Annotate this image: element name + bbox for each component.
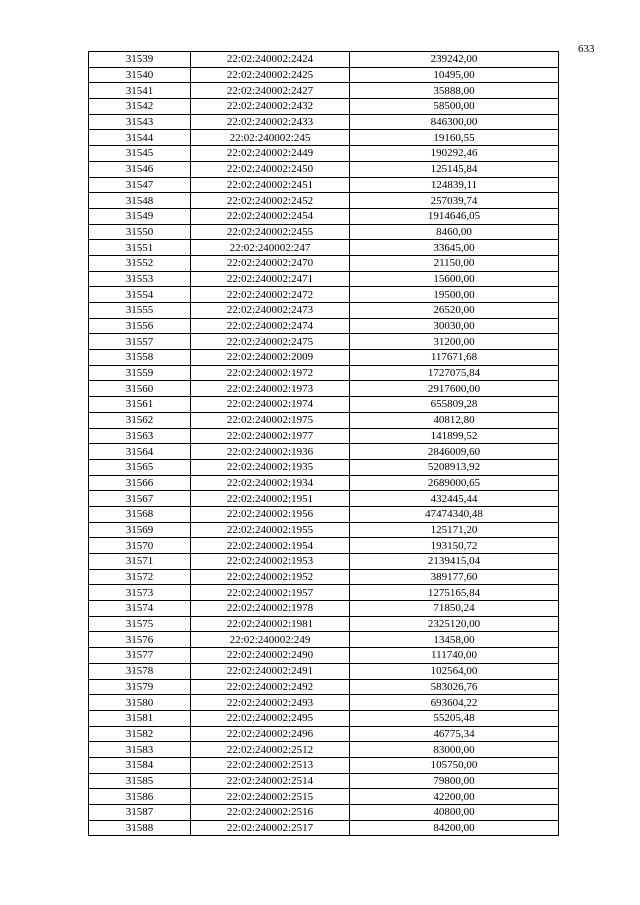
record-number-cell: 31545 xyxy=(89,146,191,162)
value-cell: 84200,00 xyxy=(350,820,559,836)
value-cell: 8460,00 xyxy=(350,224,559,240)
value-cell: 30030,00 xyxy=(350,318,559,334)
table-row xyxy=(89,365,559,381)
table-row xyxy=(89,428,559,444)
cadastral-number-cell: 22:02:240002:2451 xyxy=(191,177,350,193)
value-cell: 190292,46 xyxy=(350,146,559,162)
cadastral-number-cell: 22:02:240002:1952 xyxy=(191,569,350,585)
cadastral-number-cell: 22:02:240002:2472 xyxy=(191,287,350,303)
record-number-cell: 31539 xyxy=(89,52,191,68)
table-row xyxy=(89,271,559,287)
cadastral-number-cell: 22:02:240002:2496 xyxy=(191,726,350,742)
value-cell: 21150,00 xyxy=(350,255,559,271)
record-number-cell: 31569 xyxy=(89,522,191,538)
table-row xyxy=(89,710,559,726)
cadastral-number-cell: 22:02:240002:2512 xyxy=(191,742,350,758)
record-number-cell: 31557 xyxy=(89,334,191,350)
cadastral-number-cell: 22:02:240002:1934 xyxy=(191,475,350,491)
record-number-cell: 31570 xyxy=(89,538,191,554)
table-row xyxy=(89,459,559,475)
value-cell: 1914646,05 xyxy=(350,208,559,224)
table-row xyxy=(89,318,559,334)
table-row xyxy=(89,444,559,460)
table-row xyxy=(89,208,559,224)
cadastral-number-cell: 22:02:240002:1956 xyxy=(191,506,350,522)
value-cell: 2325120,00 xyxy=(350,616,559,632)
table-row xyxy=(89,585,559,601)
table-row xyxy=(89,742,559,758)
record-number-cell: 31567 xyxy=(89,491,191,507)
record-number-cell: 31556 xyxy=(89,318,191,334)
record-number-cell: 31572 xyxy=(89,569,191,585)
cadastral-number-cell: 22:02:240002:2470 xyxy=(191,255,350,271)
table-row xyxy=(89,146,559,162)
value-cell: 117671,68 xyxy=(350,350,559,366)
table-row xyxy=(89,475,559,491)
value-cell: 5208913,92 xyxy=(350,459,559,475)
table-row xyxy=(89,805,559,821)
registry-table xyxy=(88,51,559,836)
record-number-cell: 31588 xyxy=(89,820,191,836)
cadastral-number-cell: 22:02:240002:2514 xyxy=(191,773,350,789)
record-number-cell: 31555 xyxy=(89,303,191,319)
cadastral-number-cell: 22:02:240002:2515 xyxy=(191,789,350,805)
cadastral-number-cell: 22:02:240002:2474 xyxy=(191,318,350,334)
record-number-cell: 31582 xyxy=(89,726,191,742)
value-cell: 13458,00 xyxy=(350,632,559,648)
value-cell: 79800,00 xyxy=(350,773,559,789)
table-row xyxy=(89,491,559,507)
record-number-cell: 31566 xyxy=(89,475,191,491)
record-number-cell: 31583 xyxy=(89,742,191,758)
table-row xyxy=(89,193,559,209)
table-row xyxy=(89,522,559,538)
table-row xyxy=(89,334,559,350)
record-number-cell: 31587 xyxy=(89,805,191,821)
record-number-cell: 31575 xyxy=(89,616,191,632)
table-row xyxy=(89,83,559,99)
record-number-cell: 31543 xyxy=(89,114,191,130)
record-number-cell: 31571 xyxy=(89,554,191,570)
value-cell: 46775,34 xyxy=(350,726,559,742)
value-cell: 10495,00 xyxy=(350,67,559,83)
value-cell: 257039,74 xyxy=(350,193,559,209)
record-number-cell: 31548 xyxy=(89,193,191,209)
table-row xyxy=(89,177,559,193)
value-cell: 71850,24 xyxy=(350,601,559,617)
table-row xyxy=(89,114,559,130)
value-cell: 124839,11 xyxy=(350,177,559,193)
table-row xyxy=(89,287,559,303)
value-cell: 19160,55 xyxy=(350,130,559,146)
cadastral-number-cell: 22:02:240002:2490 xyxy=(191,648,350,664)
table-row xyxy=(89,757,559,773)
value-cell: 846300,00 xyxy=(350,114,559,130)
table-row xyxy=(89,820,559,836)
value-cell: 15600,00 xyxy=(350,271,559,287)
value-cell: 125171,20 xyxy=(350,522,559,538)
table-row xyxy=(89,161,559,177)
record-number-cell: 31586 xyxy=(89,789,191,805)
table-row xyxy=(89,648,559,664)
value-cell: 33645,00 xyxy=(350,240,559,256)
cadastral-number-cell: 22:02:240002:2475 xyxy=(191,334,350,350)
cadastral-number-cell: 22:02:240002:2517 xyxy=(191,820,350,836)
cadastral-number-cell: 22:02:240002:2432 xyxy=(191,99,350,115)
value-cell: 19500,00 xyxy=(350,287,559,303)
cadastral-number-cell: 22:02:240002:1951 xyxy=(191,491,350,507)
cadastral-number-cell: 22:02:240002:245 xyxy=(191,130,350,146)
record-number-cell: 31584 xyxy=(89,757,191,773)
record-number-cell: 31573 xyxy=(89,585,191,601)
table-row xyxy=(89,554,559,570)
value-cell: 26520,00 xyxy=(350,303,559,319)
value-cell: 35888,00 xyxy=(350,83,559,99)
record-number-cell: 31552 xyxy=(89,255,191,271)
record-number-cell: 31554 xyxy=(89,287,191,303)
record-number-cell: 31579 xyxy=(89,679,191,695)
table-row xyxy=(89,130,559,146)
table-row xyxy=(89,99,559,115)
record-number-cell: 31541 xyxy=(89,83,191,99)
record-number-cell: 31546 xyxy=(89,161,191,177)
record-number-cell: 31578 xyxy=(89,663,191,679)
record-number-cell: 31577 xyxy=(89,648,191,664)
cadastral-number-cell: 22:02:240002:1953 xyxy=(191,554,350,570)
cadastral-number-cell: 22:02:240002:2516 xyxy=(191,805,350,821)
cadastral-number-cell: 22:02:240002:2454 xyxy=(191,208,350,224)
cadastral-number-cell: 22:02:240002:1972 xyxy=(191,365,350,381)
cadastral-number-cell: 22:02:240002:2455 xyxy=(191,224,350,240)
value-cell: 193150,72 xyxy=(350,538,559,554)
cadastral-number-cell: 22:02:240002:1973 xyxy=(191,381,350,397)
value-cell: 239242,00 xyxy=(350,52,559,68)
table-row xyxy=(89,601,559,617)
value-cell: 125145,84 xyxy=(350,161,559,177)
cadastral-number-cell: 22:02:240002:1954 xyxy=(191,538,350,554)
value-cell: 389177,60 xyxy=(350,569,559,585)
value-cell: 31200,00 xyxy=(350,334,559,350)
record-number-cell: 31559 xyxy=(89,365,191,381)
cadastral-number-cell: 22:02:240002:2513 xyxy=(191,757,350,773)
record-number-cell: 31542 xyxy=(89,99,191,115)
table-row xyxy=(89,773,559,789)
value-cell: 40800,00 xyxy=(350,805,559,821)
table-row xyxy=(89,52,559,68)
cadastral-number-cell: 22:02:240002:2493 xyxy=(191,695,350,711)
value-cell: 655809,28 xyxy=(350,397,559,413)
value-cell: 105750,00 xyxy=(350,757,559,773)
cadastral-number-cell: 22:02:240002:2473 xyxy=(191,303,350,319)
cadastral-number-cell: 22:02:240002:1977 xyxy=(191,428,350,444)
table-row xyxy=(89,255,559,271)
record-number-cell: 31558 xyxy=(89,350,191,366)
table-row xyxy=(89,789,559,805)
table-row xyxy=(89,224,559,240)
table-row xyxy=(89,67,559,83)
record-number-cell: 31581 xyxy=(89,710,191,726)
value-cell: 83000,00 xyxy=(350,742,559,758)
record-number-cell: 31568 xyxy=(89,506,191,522)
record-number-cell: 31547 xyxy=(89,177,191,193)
cadastral-number-cell: 22:02:240002:2009 xyxy=(191,350,350,366)
table-row xyxy=(89,616,559,632)
record-number-cell: 31560 xyxy=(89,381,191,397)
table-row xyxy=(89,538,559,554)
table-row xyxy=(89,663,559,679)
cadastral-number-cell: 22:02:240002:2449 xyxy=(191,146,350,162)
record-number-cell: 31565 xyxy=(89,459,191,475)
cadastral-number-cell: 22:02:240002:2492 xyxy=(191,679,350,695)
cadastral-number-cell: 22:02:240002:1935 xyxy=(191,459,350,475)
cadastral-number-cell: 22:02:240002:1955 xyxy=(191,522,350,538)
page-number: 633 xyxy=(578,43,595,55)
value-cell: 2139415,04 xyxy=(350,554,559,570)
value-cell: 1727075,84 xyxy=(350,365,559,381)
record-number-cell: 31562 xyxy=(89,412,191,428)
value-cell: 102564,00 xyxy=(350,663,559,679)
table-row xyxy=(89,569,559,585)
record-number-cell: 31580 xyxy=(89,695,191,711)
value-cell: 55205,48 xyxy=(350,710,559,726)
table-row xyxy=(89,726,559,742)
cadastral-number-cell: 22:02:240002:2452 xyxy=(191,193,350,209)
cadastral-number-cell: 22:02:240002:2471 xyxy=(191,271,350,287)
cadastral-number-cell: 22:02:240002:1975 xyxy=(191,412,350,428)
value-cell: 111740,00 xyxy=(350,648,559,664)
table-row xyxy=(89,240,559,256)
record-number-cell: 31550 xyxy=(89,224,191,240)
table-row xyxy=(89,303,559,319)
value-cell: 2846009,60 xyxy=(350,444,559,460)
record-number-cell: 31561 xyxy=(89,397,191,413)
cadastral-number-cell: 22:02:240002:2425 xyxy=(191,67,350,83)
value-cell: 58500,00 xyxy=(350,99,559,115)
record-number-cell: 31585 xyxy=(89,773,191,789)
cadastral-number-cell: 22:02:240002:2495 xyxy=(191,710,350,726)
value-cell: 2689000,65 xyxy=(350,475,559,491)
table-row xyxy=(89,381,559,397)
value-cell: 40812,80 xyxy=(350,412,559,428)
value-cell: 432445,44 xyxy=(350,491,559,507)
table-row xyxy=(89,632,559,648)
cadastral-number-cell: 22:02:240002:1936 xyxy=(191,444,350,460)
cadastral-number-cell: 22:02:240002:1957 xyxy=(191,585,350,601)
cadastral-number-cell: 22:02:240002:1981 xyxy=(191,616,350,632)
value-cell: 693604,22 xyxy=(350,695,559,711)
record-number-cell: 31574 xyxy=(89,601,191,617)
cadastral-number-cell: 22:02:240002:249 xyxy=(191,632,350,648)
record-number-cell: 31544 xyxy=(89,130,191,146)
table-row xyxy=(89,506,559,522)
record-number-cell: 31540 xyxy=(89,67,191,83)
cadastral-number-cell: 22:02:240002:2433 xyxy=(191,114,350,130)
registry-table-body xyxy=(89,52,559,836)
cadastral-number-cell: 22:02:240002:2427 xyxy=(191,83,350,99)
value-cell: 1275165,84 xyxy=(350,585,559,601)
cadastral-number-cell: 22:02:240002:1978 xyxy=(191,601,350,617)
table-row xyxy=(89,350,559,366)
table-row xyxy=(89,695,559,711)
cadastral-number-cell: 22:02:240002:1974 xyxy=(191,397,350,413)
record-number-cell: 31563 xyxy=(89,428,191,444)
value-cell: 141899,52 xyxy=(350,428,559,444)
record-number-cell: 31564 xyxy=(89,444,191,460)
table-row xyxy=(89,412,559,428)
cadastral-number-cell: 22:02:240002:2491 xyxy=(191,663,350,679)
cadastral-number-cell: 22:02:240002:2424 xyxy=(191,52,350,68)
record-number-cell: 31553 xyxy=(89,271,191,287)
cadastral-number-cell: 22:02:240002:2450 xyxy=(191,161,350,177)
cadastral-number-cell: 22:02:240002:247 xyxy=(191,240,350,256)
record-number-cell: 31551 xyxy=(89,240,191,256)
record-number-cell: 31549 xyxy=(89,208,191,224)
value-cell: 47474340,48 xyxy=(350,506,559,522)
value-cell: 583026,76 xyxy=(350,679,559,695)
table-row xyxy=(89,679,559,695)
table-row xyxy=(89,397,559,413)
value-cell: 2917600,00 xyxy=(350,381,559,397)
record-number-cell: 31576 xyxy=(89,632,191,648)
value-cell: 42200,00 xyxy=(350,789,559,805)
